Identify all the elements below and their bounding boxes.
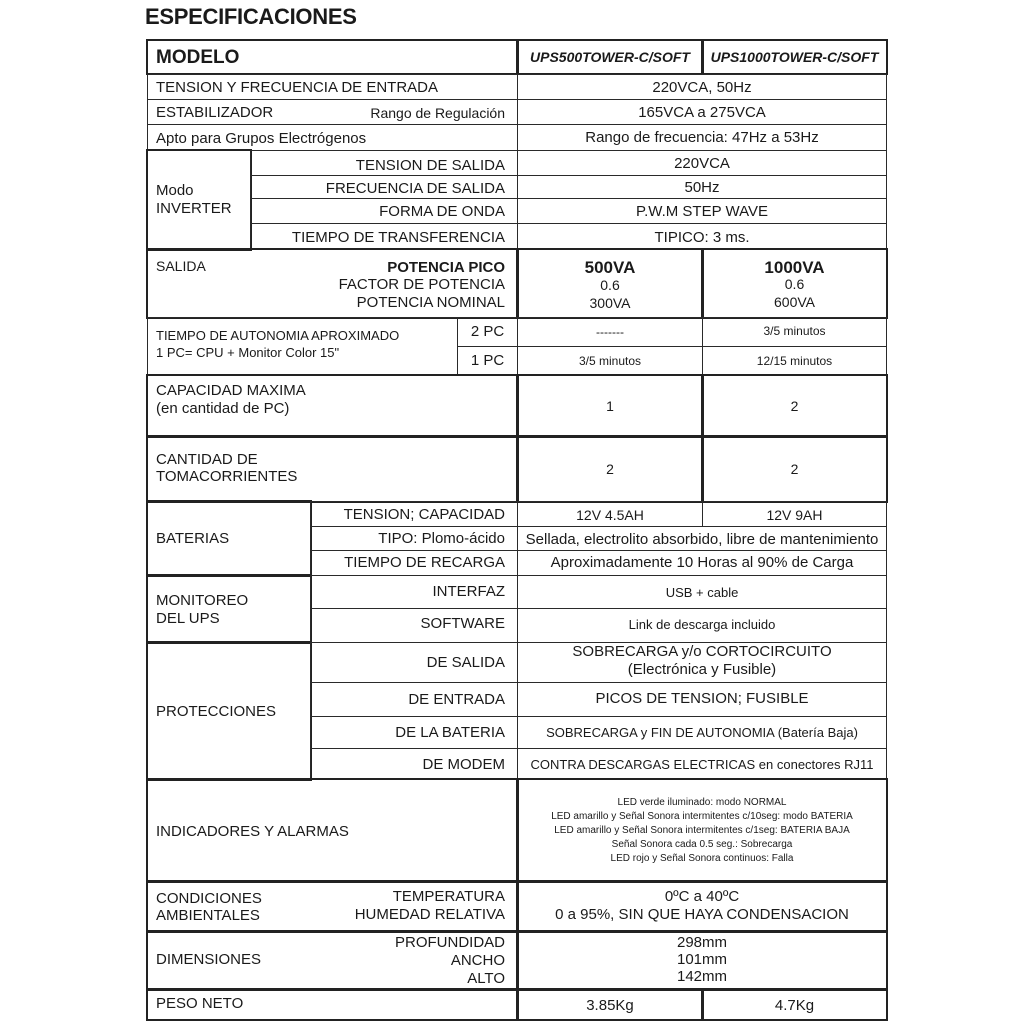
estabilizador-sublabel: Rango de Regulación: [370, 105, 505, 121]
tomas-label-line2: TOMACORRIENTES: [156, 468, 298, 485]
autonomia-b-cell: [702, 346, 887, 376]
salida-factor-label: FACTOR DE POTENCIA: [338, 276, 505, 293]
inverter-row-value: 50Hz: [684, 179, 720, 196]
inverter-label-cell: [147, 150, 251, 250]
salida-label-cell: [147, 249, 518, 318]
inverter-row-label-cell: [250, 175, 518, 199]
dimensiones-label: DIMENSIONES: [156, 951, 262, 968]
protecciones-row-value-line2: (Electrónica y Fusible): [627, 661, 777, 678]
dimensiones-label-cell: [147, 931, 518, 990]
autonomia-pc-cell: [457, 317, 518, 347]
spec-table: [147, 40, 887, 1020]
autonomia-pc-label: 1 PC: [470, 352, 505, 369]
salida-b-factor: 0.6: [784, 276, 805, 292]
inverter-row-label: TENSION DE SALIDA: [355, 157, 505, 174]
tomas-label-line1: CANTIDAD DE: [156, 451, 258, 468]
protecciones-row-label: DE LA BATERIA: [395, 724, 505, 741]
indicadores-value-cell: [517, 779, 887, 882]
peso-b-value: 4.7Kg: [774, 997, 815, 1014]
monitoreo-row-label-cell: [310, 575, 518, 609]
ambientales-label-cell: [147, 881, 518, 932]
baterias-a-value: 12V 4.5AH: [576, 507, 644, 523]
inverter-row-label: FORMA DE ONDA: [379, 203, 505, 220]
inverter-row-label-cell: [250, 198, 518, 224]
estabilizador-label-cell: [147, 99, 518, 125]
inverter-row-value-cell: [517, 223, 887, 250]
dimensiones-alto-value: 142mm: [676, 968, 728, 985]
monitoreo-row-value-cell: [517, 608, 887, 643]
protecciones-row-label: DE ENTRADA: [408, 691, 505, 708]
autonomia-a-cell: [517, 346, 703, 376]
protecciones-row-value-cell: [517, 642, 887, 683]
baterias-row-label: TIEMPO DE RECARGA: [344, 554, 505, 571]
baterias-row-label-cell: [310, 526, 518, 551]
baterias-row-value: Sellada, electrolito absorbido, libre de mantenimiento: [525, 531, 879, 548]
grupos-label: Apto para Grupos Electrógenos: [156, 130, 367, 147]
indicadores-line: LED amarillo y Señal Sonora intermitentes c/10seg: modo BATERIA: [551, 811, 853, 822]
inverter-row-label-cell: [250, 223, 518, 250]
baterias-label-cell: [147, 501, 311, 576]
protecciones-row-value: CONTRA DESCARGAS ELECTRICAS en conectores RJ11: [530, 757, 874, 772]
salida-label: SALIDA: [156, 258, 206, 274]
salida-potencia-pico-label: POTENCIA PICO: [387, 259, 505, 276]
protecciones-row-label-cell: [310, 716, 518, 749]
protecciones-row-label: DE MODEM: [422, 756, 505, 773]
protecciones-label-cell: [147, 642, 311, 780]
capacidad-b-value: 2: [790, 398, 799, 414]
baterias-row-value-cell: [517, 550, 887, 576]
autonomia-pc-label: 2 PC: [470, 323, 505, 340]
inverter-row-label: FRECUENCIA DE SALIDA: [325, 180, 505, 197]
indicadores-line: LED verde iluminado: modo NORMAL: [617, 797, 787, 808]
peso-label: PESO NETO: [156, 995, 244, 1012]
baterias-row-label: TIPO: Plomo-ácido: [378, 530, 505, 547]
inverter-row-value: TIPICO: 3 ms.: [654, 229, 750, 246]
page-title: ESPECIFICACIONES: [145, 4, 357, 29]
ambientales-hum-label: HUMEDAD RELATIVA: [354, 906, 505, 923]
monitoreo-row-label: INTERFAZ: [432, 583, 505, 600]
monitoreo-row-value: USB + cable: [665, 585, 739, 600]
monitoreo-row-label: SOFTWARE: [420, 615, 505, 632]
salida-b-nominal: 600VA: [774, 294, 815, 310]
dimensiones-ancho-value: 101mm: [676, 951, 728, 968]
protecciones-row-label: DE SALIDA: [426, 654, 505, 671]
header-modelo-cell: [147, 40, 518, 74]
modelo-label: MODELO: [156, 47, 240, 68]
inverter-row-value-cell: [517, 150, 887, 176]
tomas-b-cell: [702, 436, 887, 502]
autonomia-b-cell: [702, 317, 887, 347]
monitoreo-label-line1: MONITOREO: [156, 592, 249, 609]
autonomia-label-line1: TIEMPO DE AUTONOMIA APROXIMADO: [156, 328, 400, 343]
capacidad-label-line2: (en cantidad de PC): [156, 400, 290, 417]
dimensiones-profundidad-value: 298mm: [676, 934, 728, 951]
tomas-b-value: 2: [790, 461, 799, 477]
baterias-row-label-cell: [310, 501, 518, 527]
baterias-b-cell: [702, 501, 887, 527]
baterias-row-value: Aproximadamente 10 Horas al 90% de Carga: [550, 554, 854, 571]
dimensiones-alto-label: ALTO: [467, 970, 505, 987]
entrada-value: 220VCA, 50Hz: [652, 79, 752, 96]
salida-b-pico: 1000VA: [764, 258, 825, 277]
autonomia-label-cell: [147, 317, 458, 376]
monitoreo-row-value-cell: [517, 575, 887, 609]
ambientales-label-line1: CONDICIONES: [156, 890, 262, 907]
protecciones-row-value: PICOS DE TENSION; FUSIBLE: [595, 690, 809, 707]
model-b-label: UPS1000TOWER-C/SOFT: [710, 49, 879, 65]
salida-a-nominal: 300VA: [589, 295, 631, 311]
autonomia-a-value: 3/5 minutos: [578, 354, 642, 368]
salida-a-cell: [517, 249, 703, 318]
peso-b-cell: [702, 989, 887, 1020]
protecciones-row-label-cell: [310, 748, 518, 780]
protecciones-row-value-cell: [517, 716, 887, 749]
monitoreo-label-line2: DEL UPS: [156, 610, 220, 627]
entrada-value-cell: [517, 74, 887, 100]
inverter-row-value: 220VCA: [674, 155, 730, 172]
salida-nominal-label: POTENCIA NOMINAL: [356, 294, 505, 311]
dimensiones-profundidad-label: PROFUNDIDAD: [394, 934, 505, 951]
grupos-value-cell: [517, 124, 887, 151]
baterias-row-value-cell: [517, 526, 887, 551]
peso-a-cell: [517, 989, 703, 1020]
dimensiones-ancho-label: ANCHO: [450, 952, 505, 969]
baterias-label: BATERIAS: [156, 530, 230, 547]
ambientales-temp-value: 0ºC a 40ºC: [664, 888, 740, 905]
capacidad-label-cell: [147, 375, 518, 437]
ambientales-temp-label: TEMPERATURA: [392, 888, 505, 905]
inverter-row-value-cell: [517, 175, 887, 199]
baterias-b-value: 12V 9AH: [766, 507, 823, 523]
grupos-label-cell: [147, 124, 518, 151]
estabilizador-value: 165VCA a 275VCA: [638, 104, 766, 121]
tomas-a-value: 2: [606, 461, 614, 477]
salida-b-cell: [702, 249, 887, 318]
autonomia-label-line2: 1 PC= CPU + Monitor Color 15": [156, 345, 340, 360]
indicadores-line: LED rojo y Señal Sonora continuos: Falla: [610, 853, 794, 864]
header-model-a-cell: [517, 40, 703, 74]
peso-a-value: 3.85Kg: [586, 997, 634, 1014]
protecciones-row-value-cell: [517, 682, 887, 717]
dimensiones-value-cell: [517, 931, 887, 990]
capacidad-a-value: 1: [606, 398, 614, 414]
grupos-value: Rango de frecuencia: 47Hz a 53Hz: [585, 129, 819, 146]
monitoreo-row-value: Link de descarga incluido: [628, 617, 776, 632]
baterias-row-label: TENSION; CAPACIDAD: [343, 506, 505, 523]
capacidad-label-line1: CAPACIDAD MAXIMA: [156, 382, 306, 399]
autonomia-pc-cell: [457, 346, 518, 376]
ambientales-label-line2: AMBIENTALES: [156, 907, 260, 924]
model-a-label: UPS500TOWER-C/SOFT: [530, 49, 690, 65]
peso-label-cell: [147, 989, 518, 1020]
indicadores-line: LED amarillo y Señal Sonora intermitentes c/1seg: BATERIA BAJA: [554, 825, 850, 836]
protecciones-row-value-line1: SOBRECARGA y/o CORTOCIRCUITO: [572, 643, 832, 660]
inverter-row-value: P.W.M STEP WAVE: [636, 203, 768, 220]
ambientales-value-cell: [517, 881, 887, 932]
autonomia-b-value: 12/15 minutos: [756, 354, 833, 368]
inverter-label-line2: INVERTER: [156, 200, 232, 217]
ambientales-hum-value: 0 a 95%, SIN QUE HAYA CONDENSACION: [555, 906, 849, 923]
protecciones-row-label-cell: [310, 682, 518, 717]
inverter-row-value-cell: [517, 198, 887, 224]
indicadores-label-cell: [147, 779, 518, 882]
protecciones-label: PROTECCIONES: [156, 703, 277, 720]
salida-a-factor: 0.6: [600, 277, 620, 293]
baterias-row-label-cell: [310, 550, 518, 576]
indicadores-label: INDICADORES Y ALARMAS: [156, 823, 349, 840]
autonomia-b-value: 3/5 minutos: [763, 324, 826, 338]
baterias-a-cell: [517, 501, 703, 527]
salida-a-pico: 500VA: [584, 258, 636, 277]
protecciones-row-value-cell: [517, 748, 887, 780]
indicadores-line: Señal Sonora cada 0.5 seg.: Sobrecarga: [611, 839, 793, 850]
capacidad-b-cell: [702, 375, 887, 437]
estabilizador-label: ESTABILIZADOR: [156, 104, 274, 121]
inverter-row-label: TIEMPO DE TRANSFERENCIA: [291, 229, 505, 246]
entrada-label-cell: [147, 74, 518, 100]
autonomia-a-value: -------: [596, 325, 624, 339]
protecciones-row-value: SOBRECARGA y FIN DE AUTONOMIA (Batería Baja): [546, 725, 858, 740]
monitoreo-label-cell: [147, 575, 311, 643]
capacidad-a-cell: [517, 375, 703, 437]
autonomia-a-cell: [517, 317, 703, 347]
tomas-label-cell: [147, 436, 518, 502]
protecciones-row-label-cell: [310, 642, 518, 683]
inverter-label-line1: Modo: [156, 182, 194, 199]
tomas-a-cell: [517, 436, 703, 502]
inverter-row-label-cell: [250, 150, 518, 176]
entrada-label: TENSION Y FRECUENCIA DE ENTRADA: [156, 79, 438, 96]
header-model-b-cell: [702, 40, 887, 74]
monitoreo-row-label-cell: [310, 608, 518, 643]
estabilizador-value-cell: [517, 99, 887, 125]
